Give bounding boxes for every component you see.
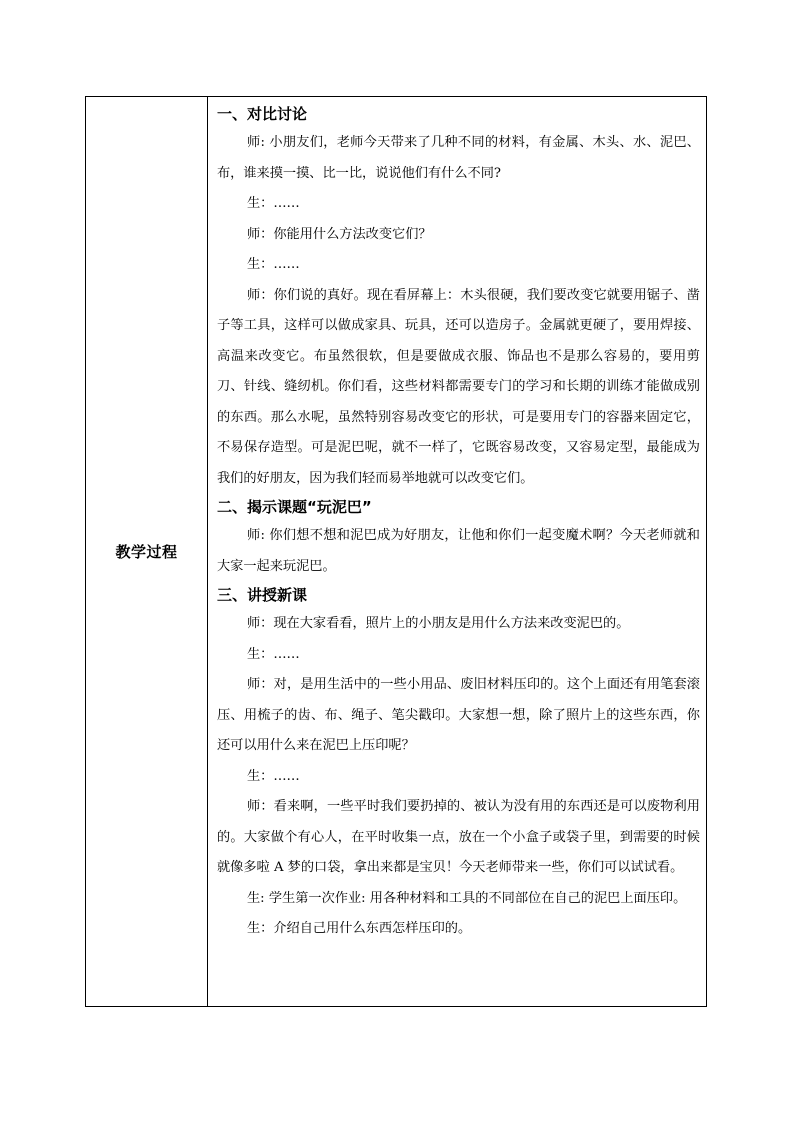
- content-cell: [208, 97, 706, 1006]
- paragraph: 师：现在大家看看，照片上的小朋友是用什么方法来改变泥巴的。: [247, 616, 630, 631]
- paragraph: 生：介绍自己用什么东西怎样压印的。: [247, 921, 472, 936]
- paragraph: 师：对，是用生活中的一些小用品、废旧材料压印的。这个上面还有用笔套滚压、用梳子的齿、布、绳子、笔尖戳印。大家想一想，除了照片上的这些东西，你还可以用什么来在泥巴上压印呢？: [217, 677, 700, 753]
- heading-compare-discuss: 一、对比讨论: [217, 105, 308, 123]
- paragraph: 生：……: [247, 768, 300, 784]
- paragraph: 生：……: [247, 646, 300, 662]
- section-label-cell: [86, 97, 208, 1006]
- paragraph: 师：你能用什么方法改变它们？: [247, 226, 432, 242]
- lesson-table: [85, 96, 707, 1007]
- paragraph: 生：……: [247, 257, 300, 272]
- paragraph: 师：看来啊，一些平时我们要扔掉的、被认为没有用的东西还是可以废物利用的。大家做个有心人，在平时收集一点，放在一个小盒子或袋子里，到需要的时候就像多啦 A 梦的口袋，拿出来都是宝贝！今天老师带来一些，你们可以试试看。: [217, 799, 700, 875]
- section-label: 教学过程: [115, 543, 178, 561]
- heading-reveal-topic: 二、揭示课题“玩泥巴”: [217, 498, 372, 516]
- paragraph: 生: 学生第一次作业: 用各种材料和工具的不同部位在自己的泥巴上面压印。: [247, 890, 687, 906]
- paragraph: 师: 你们想不想和泥巴成为好朋友，让他和你们一起变魔术啊？今天老师就和大家一起来玩泥巴。: [217, 528, 700, 574]
- paragraph: 生：……: [247, 196, 300, 211]
- paragraph: 师: 小朋友们，老师今天带来了几种不同的材料，有金属、木头、水、泥巴、布，谁来摸一摸、比一比，说说他们有什么不同?: [217, 135, 700, 181]
- heading-new-lesson: 三、讲授新课: [217, 586, 308, 604]
- paragraph: 师：你们说的真好。现在看屏幕上：木头很硬，我们要改变它就要用锯子、凿子等工具，这样可以做成家具、玩具，还可以造房子。金属就更硬了，要用焊接、高温来改变它。布虽然很软，但是要做成衣服、饰品也不是那么容易的，要用剪刀、针线、缝纫机。你们看，这些材料都需要专门的学习和长期的训练才能做成别的东西。那么水呢，虽然特别容易改变它的形状，可是要用专门的容器来固定它，不易保存造型。可是泥巴呢，就不一样了，它既容易改变，又容易定型，最能成为我们的好朋友，因为我们轻而易举地就可以改变它们。: [217, 287, 700, 486]
